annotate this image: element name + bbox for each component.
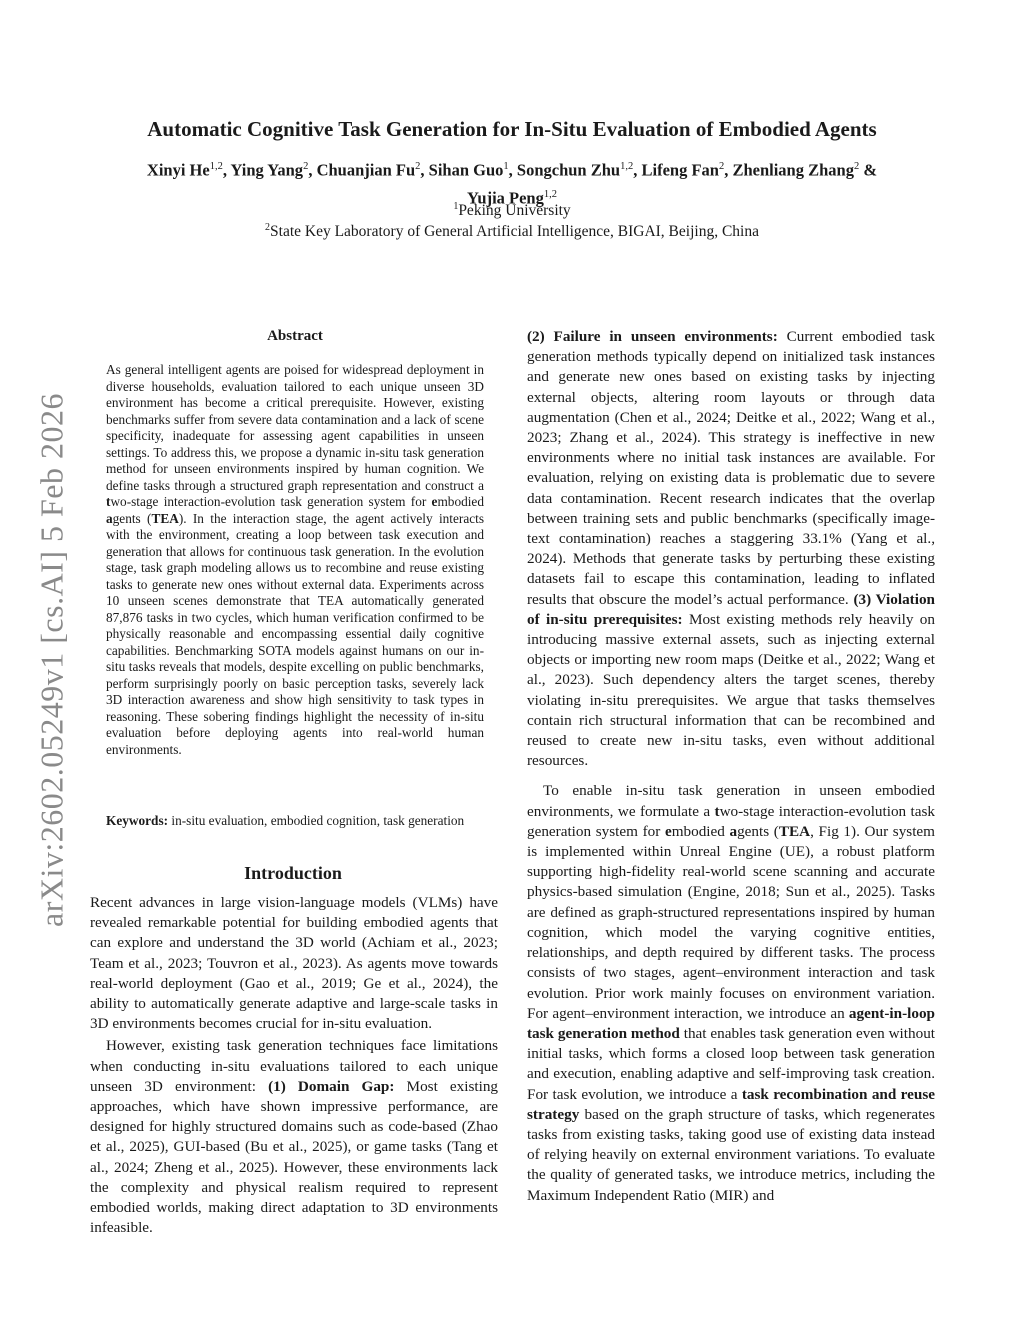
author-name: Ying Yang bbox=[230, 160, 304, 180]
intro-paragraph-2-continued bbox=[527, 327, 935, 771]
affiliation-text: Peking University bbox=[458, 202, 571, 220]
paragraph-text: Most existing methods rely heavily on introducing massive external assets, such as injecting external objects or importing new room maps (Deitke et al., 2022; Wang et al., 2023). Such dependency alters the target scenes, thereby violating in-situ prerequisites. We argue that tasks themselves contain rich structural information that can be recombined and reused to create new in-situ tasks, even without additional resources. bbox=[527, 610, 935, 770]
author-name: Sihan Guo bbox=[428, 160, 504, 180]
author-affil-sup: 2 bbox=[718, 161, 725, 172]
affiliation-2 bbox=[100, 222, 924, 241]
keywords bbox=[106, 812, 484, 829]
paragraph-text: wo-stage interaction-evolution task generation system for bbox=[527, 802, 935, 840]
acronym-letter: t bbox=[106, 494, 111, 509]
affiliation-text: State Key Laboratory of General Artificial Intelligence, BIGAI, Beijing, China bbox=[270, 223, 759, 241]
intro-paragraph-3 bbox=[527, 781, 935, 1205]
abstract-text: wo-stage interaction-evolution task generation system for bbox=[110, 494, 432, 509]
abstract-heading: Abstract bbox=[267, 328, 323, 344]
author-name: Chuanjian Fu bbox=[316, 160, 416, 180]
author-separator: , bbox=[222, 160, 231, 180]
acronym-tea: TEA bbox=[778, 822, 811, 840]
author-affil-sup: 1 bbox=[503, 161, 509, 172]
acronym-letter: e bbox=[431, 494, 438, 509]
affiliation-sup: 2 bbox=[265, 222, 271, 233]
abstract-body bbox=[106, 362, 484, 758]
author-name: Songchun Zhu bbox=[516, 160, 621, 180]
paragraph-text: that enables task generation even without initial tasks, which forms a closed loop between task generation and execution, enabling adaptive and self-improving task creation. For task evolution, we introduce a bbox=[527, 1024, 936, 1103]
author-separator: , bbox=[508, 160, 517, 180]
paper-title: Automatic Cognitive Task Generation for In-Situ Evaluation of Embodied Agents bbox=[147, 117, 877, 141]
author-separator: , bbox=[308, 160, 317, 180]
affiliation-sup: 1 bbox=[453, 201, 459, 212]
acronym-letter: e bbox=[664, 822, 672, 840]
author-separator: & bbox=[859, 160, 878, 180]
paragraph-text: mbodied bbox=[671, 822, 730, 840]
abstract-text: mbodied bbox=[437, 494, 484, 509]
bold-phrase: (2) Failure in unseen environments: bbox=[527, 328, 778, 345]
author-separator: , bbox=[633, 160, 642, 180]
author-affil-sup: 2 bbox=[415, 161, 421, 172]
author-name: Lifeng Fan bbox=[641, 160, 719, 180]
paragraph-text: Current embodied task generation methods typically depend on initialized task instances and generate new ones based on existing tasks by injecting external objects, altering room layouts or through data augmentation (Chen et al., 2024; Deitke et al., 2022; Wang et al., 2023; Zhang et al., 2024). This strategy is ineffective in new environments where no initial task instances are available. For evaluation, relying on existing data is problematic due to severe data contamination. Recent research indicates that the overlap between training sets and public benchmarks (specifically image-text contamination) reaches a staggering 33.1% (Yang et al., 2024). Methods that generate tasks by perturbing these existing datasets fail to escape this contamination, leading to inflated results that obscure the model’s actual performance. bbox=[527, 328, 935, 608]
paragraph-text: Most existing approaches, which have shown impressive performance, are designed for highly structured domains such as code-based (Zhao et al., 2025), GUI-based (Bu et al., 2025), or game tasks (Tang et al., 2024; Zheng et al., 2025). However, these environments lack the complexity and physical realism required to represent embodied worlds, making direct adaptation to 3D environments infeasible. bbox=[90, 1077, 499, 1237]
author-separator: , bbox=[724, 160, 733, 180]
author-separator: , bbox=[420, 160, 429, 180]
affiliation-1 bbox=[100, 201, 924, 220]
intro-paragraph-1: Recent advances in large vision-language models (VLMs) have revealed remarkable potential for building embodied agents that can explore and understand the 3D world (Achiam et al., 2023; Team et al., 2023; Touvron et al., 2023). As agents move towards real-world deployment (Gao et al., 2019; Ge et al., 2024), the ability to automatically generate adaptive and large-scale tasks in 3D environments becomes crucial for in-situ evaluation. bbox=[90, 894, 498, 1033]
abstract-text: gents ( bbox=[112, 510, 152, 526]
author-affil-sup: 1,2 bbox=[620, 161, 634, 172]
keywords-label: Keywords: bbox=[106, 813, 169, 828]
paragraph-text: based on the graph structure of tasks, which regenerates tasks from existing tasks, taking good use of existing data instead of relying heavily on external environment variations. To evaluate the quality of generated tasks, we introduce metrics, including the Maximum Independent Ratio (MIR) and bbox=[527, 1105, 935, 1204]
author-affil-sup: 1,2 bbox=[209, 161, 223, 172]
author-affil-sup: 2 bbox=[853, 161, 860, 172]
bold-phrase: task recombination and reuse strategy bbox=[527, 1085, 935, 1123]
author-affil-sup: 1,2 bbox=[543, 188, 557, 200]
bold-phrase: agent-in-loop task generation method bbox=[527, 1004, 935, 1042]
arxiv-stamp-text: arXiv:2602.05249v1 [cs.AI] 5 Feb 2026 bbox=[33, 393, 70, 927]
abstract-text: ). In the interaction stage, the agent actively interacts with the environment, creating a loop between task execution and generation that allows for continuous task generation. In the evolution stage, task graph modeling allows us to recombine and reuse existing tasks to generate new ones without external data. Experiments across 10 unseen scenes demonstrate that TEA automatically generated 87,876 tasks in two cycles, which human verification confirmed to be physically reasonable and encompassing essential daily cognitive capabilities. Benchmarking SOTA models against humans on our in-situ tasks reveals that models, despite excelling on public benchmarks, perform surprisingly poorly on basic perception tasks, severely lack 3D interaction awareness and show high sensitivity to task types in reasoning. These sobering findings highlight the necessity of in-situ evaluation before deploying agents into real-world human environments. bbox=[106, 510, 484, 757]
author-name: Yujia Peng bbox=[467, 188, 544, 207]
author-affil-sup: 2 bbox=[303, 161, 309, 172]
author-name: Zhenliang Zhang bbox=[732, 160, 854, 180]
paragraph-text: To enable in-situ task generation in unseen embodied environments, we formulate a bbox=[527, 782, 935, 820]
left-column bbox=[90, 893, 498, 1238]
acronym-letter: a bbox=[729, 822, 738, 840]
acronym-letter: t bbox=[714, 802, 720, 820]
introduction-heading: Introduction bbox=[244, 863, 342, 883]
right-column bbox=[527, 327, 935, 1206]
acronym-letter: a bbox=[106, 510, 113, 526]
acronym-tea: TEA bbox=[151, 510, 179, 526]
author-name: Xinyi He bbox=[146, 160, 210, 180]
paragraph-text: However, existing task generation techniques face limitations when conducting in-situ evaluations tailored to each unique unseen 3D environment: bbox=[90, 1037, 498, 1095]
bold-phrase: (1) Domain Gap: bbox=[268, 1077, 395, 1095]
abstract-text: As general intelligent agents are poised for widespread deployment in diverse households, evaluation tailored to each unique unseen 3D environment has become a critical prerequisite. However, existing benchmarks suffer from severe data contamination and a lack of scene specificity, inadequate for assessing agent capabilities in unseen settings. To address this, we propose a dynamic in-situ task generation method for unseen environments inspired by human cognition. We define tasks through a structured graph representation and construct a bbox=[106, 362, 484, 493]
paragraph-text: , Fig 1). Our system is implemented within Unreal Engine (UE), a robust platform supporting high-fidelity real-world scene scanning and accurate physics-based simulation (Engine, 2018; Sun et al., 2025). Tasks are defined as graph-structured representations inspired by human cognition, which model the varying cognitive entities, relationships, and depth required by different tasks. The process consists of two stages, agent–environment interaction and task evolution. Prior work mainly focuses on environment variation. For agent–environment interaction, we introduce an bbox=[527, 822, 935, 1022]
intro-paragraph-2 bbox=[90, 1036, 498, 1238]
bold-phrase: (3) Violation of in-situ prerequisites: bbox=[527, 590, 935, 628]
paragraph-text: gents ( bbox=[737, 822, 779, 840]
keywords-text: in-situ evaluation, embodied cognition, task generation bbox=[168, 813, 465, 828]
